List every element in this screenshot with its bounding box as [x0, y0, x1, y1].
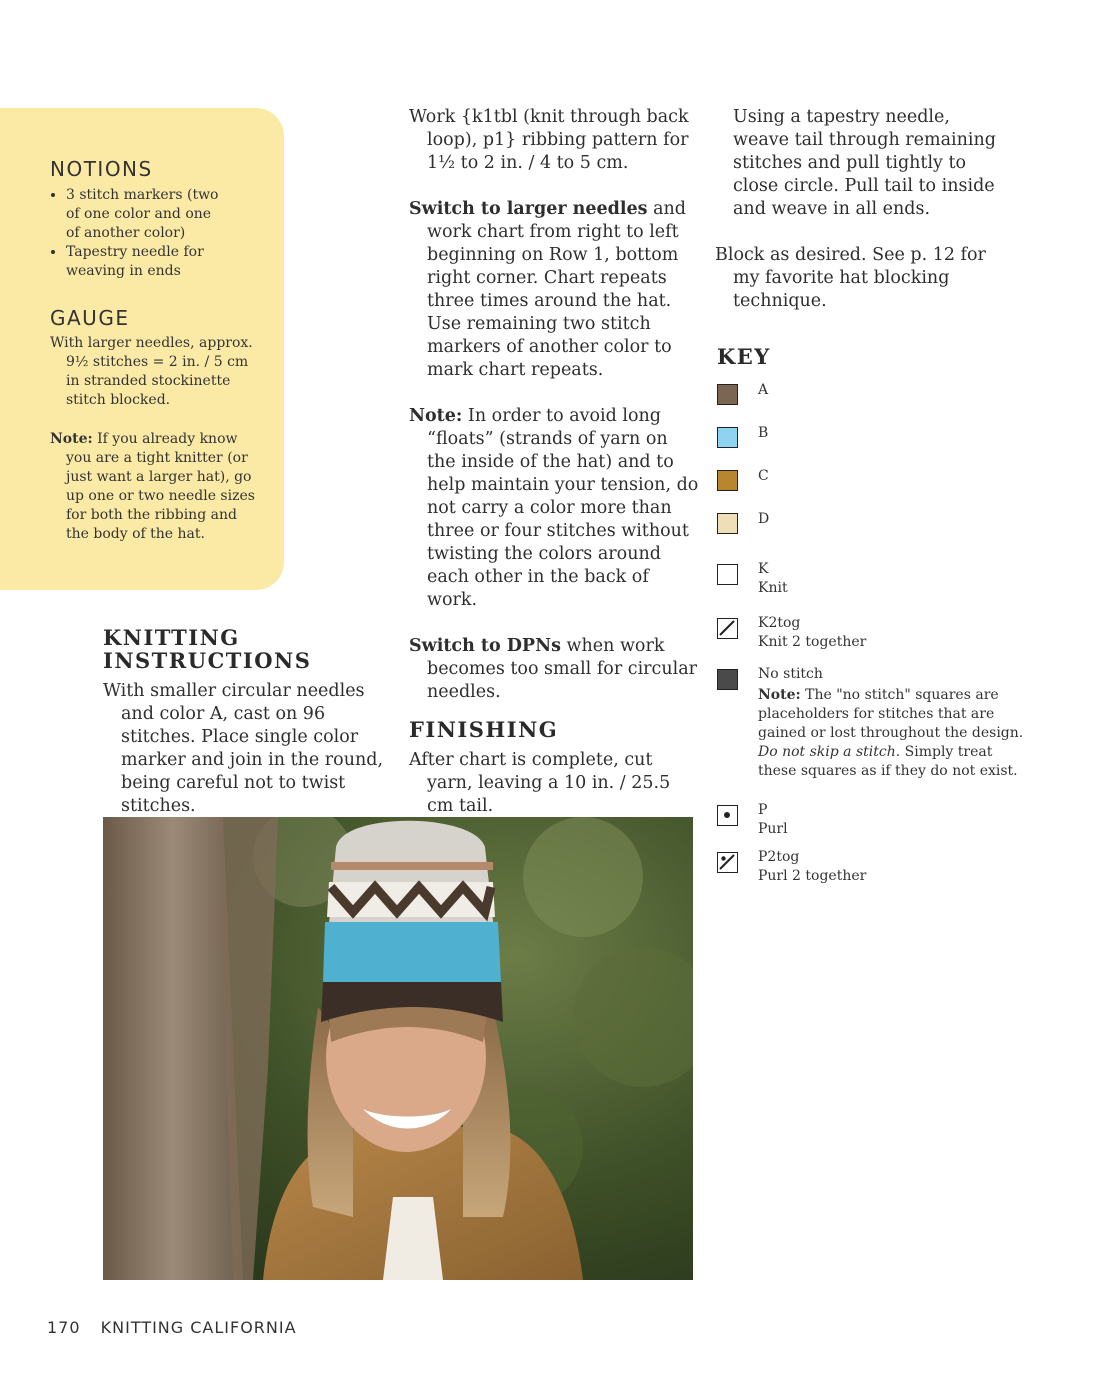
key-label: No stitch [758, 666, 823, 682]
notions-heading: NOTIONS [50, 157, 153, 181]
no-stitch-note-label: Note: [758, 687, 801, 703]
finishing-para: After chart is complete, cut yarn, leaving a 10 in. / 25.5 cm tail. [409, 750, 671, 816]
photo-illustration [103, 817, 693, 1280]
key-label: A [758, 382, 769, 398]
notions-item: • 3 stitch markers (two of one color and one of another color) [66, 186, 220, 243]
dpns-para [409, 635, 699, 704]
key-desc: Knit 2 together [758, 634, 867, 650]
dpns-label: Switch to DPNs [409, 636, 561, 656]
no-stitch-note-line: these squares as if they do not exist. [758, 763, 1018, 779]
key-label: B [758, 425, 769, 441]
key-desc: Purl [758, 821, 788, 837]
ribbing-para: Work {k1tbl (knit through back loop), p1} ribbing pattern for 1½ to 2 in. / 4 to 5 cm. [409, 107, 689, 173]
gauge-note-text: If you already know you are a tight knitter (or just want a larger hat), go up one or two needle sizes for both the ribbing and the body of the hat. [66, 431, 255, 542]
notions-item: • Tapestry needle for weaving in ends [66, 243, 220, 281]
gauge-heading: GAUGE [50, 306, 130, 330]
page-number: 170 [47, 1318, 81, 1337]
key-desc: Purl 2 together [758, 868, 867, 884]
knitting-instructions-para: With smaller circular needles and color A, cast on 96 stitches. Place single color marker and join in the round, being careful not to twist stitches. [103, 681, 384, 816]
page-footer [47, 1318, 297, 1337]
larger-needles-text: and work chart from right to left beginning on Row 1, bottom right corner. Chart repeats three times around the hat. Use remaining two stitch markers of another color to mark chart repeats. [427, 199, 686, 380]
color-a-swatch [717, 384, 738, 405]
key-label: P2tog [758, 849, 800, 865]
gauge-text: With larger needles, approx. 9½ stitches = 2 in. / 5 cm in stranded stockinette stitch blocked. [50, 335, 253, 408]
purl-symbol-icon [717, 805, 738, 826]
floats-note-para [409, 405, 699, 612]
key-label: C [758, 468, 769, 484]
no-stitch-swatch [717, 669, 738, 690]
finishing-heading: FINISHING [409, 717, 559, 742]
dpns-text: when work becomes too small for circular needles. [427, 636, 697, 702]
gauge-note-label: Note: [50, 431, 93, 447]
key-label: D [758, 511, 770, 527]
key-heading: KEY [717, 344, 771, 369]
weave-tail-para: Using a tapestry needle, weave tail through remaining stitches and pull tightly to close circle. Pull tail to inside and weave in all ends. [733, 107, 996, 219]
gauge-note [50, 430, 262, 544]
knitting-instructions-section [103, 626, 393, 841]
middle-column [409, 106, 699, 841]
no-stitch-note-line: gained or lost throughout the design. [758, 725, 1024, 741]
floats-note-label: Note: [409, 406, 463, 426]
floats-note-text: In order to avoid long “floats” (strands of yarn on the inside of the hat) and to help maintain your tension, do not carry a color more than three or four stitches without twisting the colors around each other in the back of work. [427, 406, 699, 610]
key-label: K [758, 561, 769, 577]
k2tog-symbol-icon [717, 618, 738, 639]
no-stitch-note-line [758, 743, 992, 762]
larger-needles-para [409, 198, 699, 382]
key-label: P [758, 802, 768, 818]
no-stitch-note-italic: Do not skip a stitch. [758, 744, 901, 760]
color-c-swatch [717, 470, 738, 491]
no-stitch-note-rest: Simply treat [900, 744, 993, 760]
knit-symbol-icon [717, 564, 738, 585]
hat-model-photo [103, 817, 693, 1280]
blocking-para: Block as desired. See p. 12 for my favorite hat blocking technique. [715, 245, 986, 311]
key-desc: Knit [758, 580, 788, 596]
no-stitch-note-line: The "no stitch" squares are [800, 687, 999, 703]
knitting-instructions-heading-line2: INSTRUCTIONS [103, 648, 312, 673]
book-title: KNITTING CALIFORNIA [100, 1318, 297, 1337]
key-label: K2tog [758, 615, 801, 631]
color-d-swatch [717, 513, 738, 534]
right-column [715, 106, 1010, 336]
color-b-swatch [717, 427, 738, 448]
knitting-instructions-heading-line1: KNITTING [103, 625, 240, 650]
notions-list [50, 186, 220, 281]
no-stitch-note [758, 686, 999, 705]
no-stitch-note-line: placeholders for stitches that are [758, 706, 995, 722]
p2tog-symbol-icon [717, 852, 738, 873]
larger-needles-label: Switch to larger needles [409, 199, 648, 219]
